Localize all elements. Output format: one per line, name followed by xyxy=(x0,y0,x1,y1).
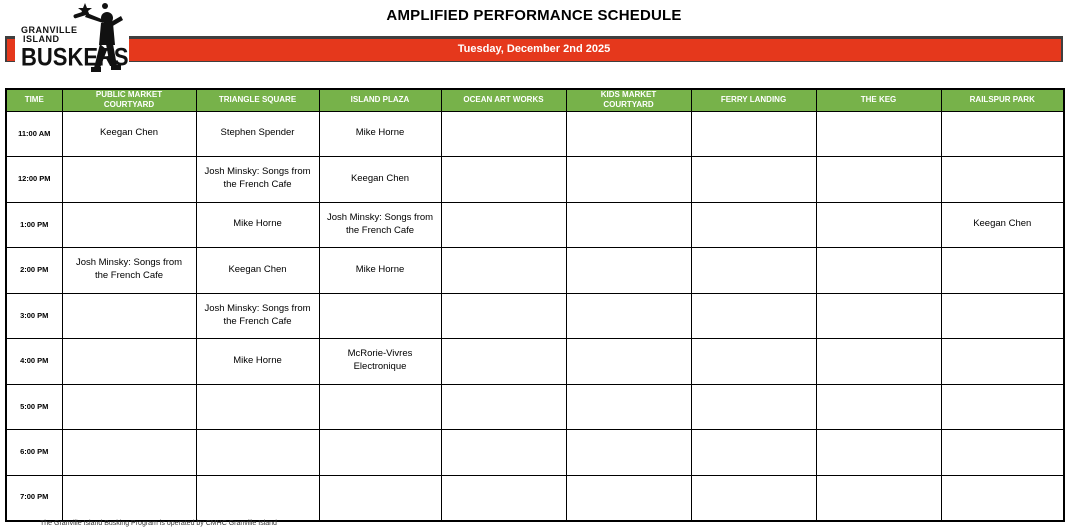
time-cell: 5:00 PM xyxy=(6,384,62,430)
schedule-cell xyxy=(566,339,691,385)
schedule-cell xyxy=(941,430,1064,476)
schedule-cell xyxy=(319,293,441,339)
schedule-cell xyxy=(691,339,816,385)
schedule-cell xyxy=(62,293,196,339)
schedule-cell: Keegan Chen xyxy=(941,202,1064,248)
schedule-cell xyxy=(441,293,566,339)
col-header-ferry-landing: FERRY LANDING xyxy=(691,89,816,111)
schedule-cell xyxy=(691,384,816,430)
schedule-cell xyxy=(441,248,566,294)
schedule-cell xyxy=(691,111,816,157)
schedule-cell xyxy=(441,475,566,521)
schedule-cell xyxy=(816,339,941,385)
col-header-ocean-art-works: OCEAN ART WORKS xyxy=(441,89,566,111)
schedule-cell xyxy=(62,339,196,385)
schedule-cell xyxy=(62,202,196,248)
table-row xyxy=(6,111,1064,157)
col-header-island-plaza: ISLAND PLAZA xyxy=(319,89,441,111)
time-cell: 2:00 PM xyxy=(6,248,62,294)
schedule-cell: Keegan Chen xyxy=(319,157,441,203)
page-title: AMPLIFIED PERFORMANCE SCHEDULE xyxy=(386,7,682,24)
schedule-cell xyxy=(62,430,196,476)
schedule-cell xyxy=(62,384,196,430)
schedule-cell xyxy=(816,384,941,430)
col-header-railspur-park: RAILSPUR PARK xyxy=(941,89,1064,111)
schedule-cell xyxy=(816,111,941,157)
col-header-time: TIME xyxy=(6,89,62,111)
schedule-cell xyxy=(816,475,941,521)
logo-island: ISLAND xyxy=(23,34,60,44)
schedule-cell xyxy=(691,248,816,294)
schedule-cell xyxy=(62,157,196,203)
schedule-cell xyxy=(441,111,566,157)
schedule-cell xyxy=(691,475,816,521)
table-row xyxy=(6,202,1064,248)
schedule-cell xyxy=(441,430,566,476)
table-row xyxy=(6,339,1064,385)
table-row xyxy=(6,293,1064,339)
time-cell: 1:00 PM xyxy=(6,202,62,248)
schedule-cell: Josh Minsky: Songs from the French Cafe xyxy=(196,293,319,339)
col-header-triangle-square: TRIANGLE SQUARE xyxy=(196,89,319,111)
header-row xyxy=(6,89,1064,111)
schedule-cell: Mike Horne xyxy=(319,248,441,294)
schedule-cell xyxy=(941,475,1064,521)
table-row xyxy=(6,384,1064,430)
time-cell: 7:00 PM xyxy=(6,475,62,521)
schedule-cell xyxy=(941,339,1064,385)
table-row xyxy=(6,475,1064,521)
logo-buskers: BUSKERS xyxy=(21,42,129,72)
schedule-cell xyxy=(566,202,691,248)
schedule-cell xyxy=(816,293,941,339)
schedule-cell: Mike Horne xyxy=(196,202,319,248)
schedule-cell xyxy=(319,475,441,521)
schedule-cell xyxy=(566,111,691,157)
schedule-cell: McRorie-Vivres Electronique xyxy=(319,339,441,385)
schedule-cell xyxy=(691,157,816,203)
schedule-cell xyxy=(62,475,196,521)
time-cell: 6:00 PM xyxy=(6,430,62,476)
schedule-cell xyxy=(441,202,566,248)
schedule-cell xyxy=(941,293,1064,339)
schedule-cell xyxy=(941,157,1064,203)
schedule-cell xyxy=(691,430,816,476)
col-header-kids-market-courtyard: KIDS MARKET COURTYARD xyxy=(566,89,691,111)
time-cell: 4:00 PM xyxy=(6,339,62,385)
logo-granville: GRANVILLE xyxy=(21,25,78,35)
schedule-cell: Keegan Chen xyxy=(62,111,196,157)
schedule-cell xyxy=(816,202,941,248)
schedule-cell xyxy=(691,293,816,339)
time-cell: 3:00 PM xyxy=(6,293,62,339)
time-cell: 11:00 AM xyxy=(6,111,62,157)
schedule-cell xyxy=(196,475,319,521)
col-header-public-market-courtyard: PUBLIC MARKET COURTYARD xyxy=(62,89,196,111)
schedule-cell xyxy=(941,248,1064,294)
schedule-cell xyxy=(196,430,319,476)
logo-wordmark xyxy=(21,25,129,72)
schedule-cell: Josh Minsky: Songs from the French Cafe xyxy=(62,248,196,294)
schedule-cell: Stephen Spender xyxy=(196,111,319,157)
schedule-cell: Josh Minsky: Songs from the French Cafe xyxy=(196,157,319,203)
time-cell: 12:00 PM xyxy=(6,157,62,203)
buskers-logo xyxy=(15,0,129,80)
schedule-cell: Mike Horne xyxy=(319,111,441,157)
table-row xyxy=(6,248,1064,294)
schedule-cell xyxy=(566,157,691,203)
schedule-cell xyxy=(441,339,566,385)
col-header-the-keg: THE KEG xyxy=(816,89,941,111)
schedule-cell xyxy=(566,475,691,521)
table-row xyxy=(6,430,1064,476)
schedule-cell xyxy=(566,248,691,294)
schedule-cell xyxy=(816,430,941,476)
schedule-cell: Keegan Chen xyxy=(196,248,319,294)
schedule-cell: Mike Horne xyxy=(196,339,319,385)
performance-schedule-table xyxy=(5,88,1065,522)
schedule-cell: Josh Minsky: Songs from the French Cafe xyxy=(319,202,441,248)
schedule-cell xyxy=(941,384,1064,430)
schedule-cell xyxy=(319,384,441,430)
schedule-cell xyxy=(566,430,691,476)
schedule-cell xyxy=(566,293,691,339)
table-row xyxy=(6,157,1064,203)
schedule-cell xyxy=(941,111,1064,157)
schedule-cell xyxy=(196,384,319,430)
schedule-cell xyxy=(319,430,441,476)
schedule-cell xyxy=(566,384,691,430)
date-banner: Tuesday, December 2nd 2025 xyxy=(5,36,1063,62)
schedule-cell xyxy=(816,248,941,294)
schedule-cell xyxy=(441,157,566,203)
schedule-cell xyxy=(816,157,941,203)
footnote: The Granville Island Busking Program is operated by CMHC Granville Island xyxy=(40,520,277,527)
schedule-cell xyxy=(441,384,566,430)
schedule-cell xyxy=(691,202,816,248)
